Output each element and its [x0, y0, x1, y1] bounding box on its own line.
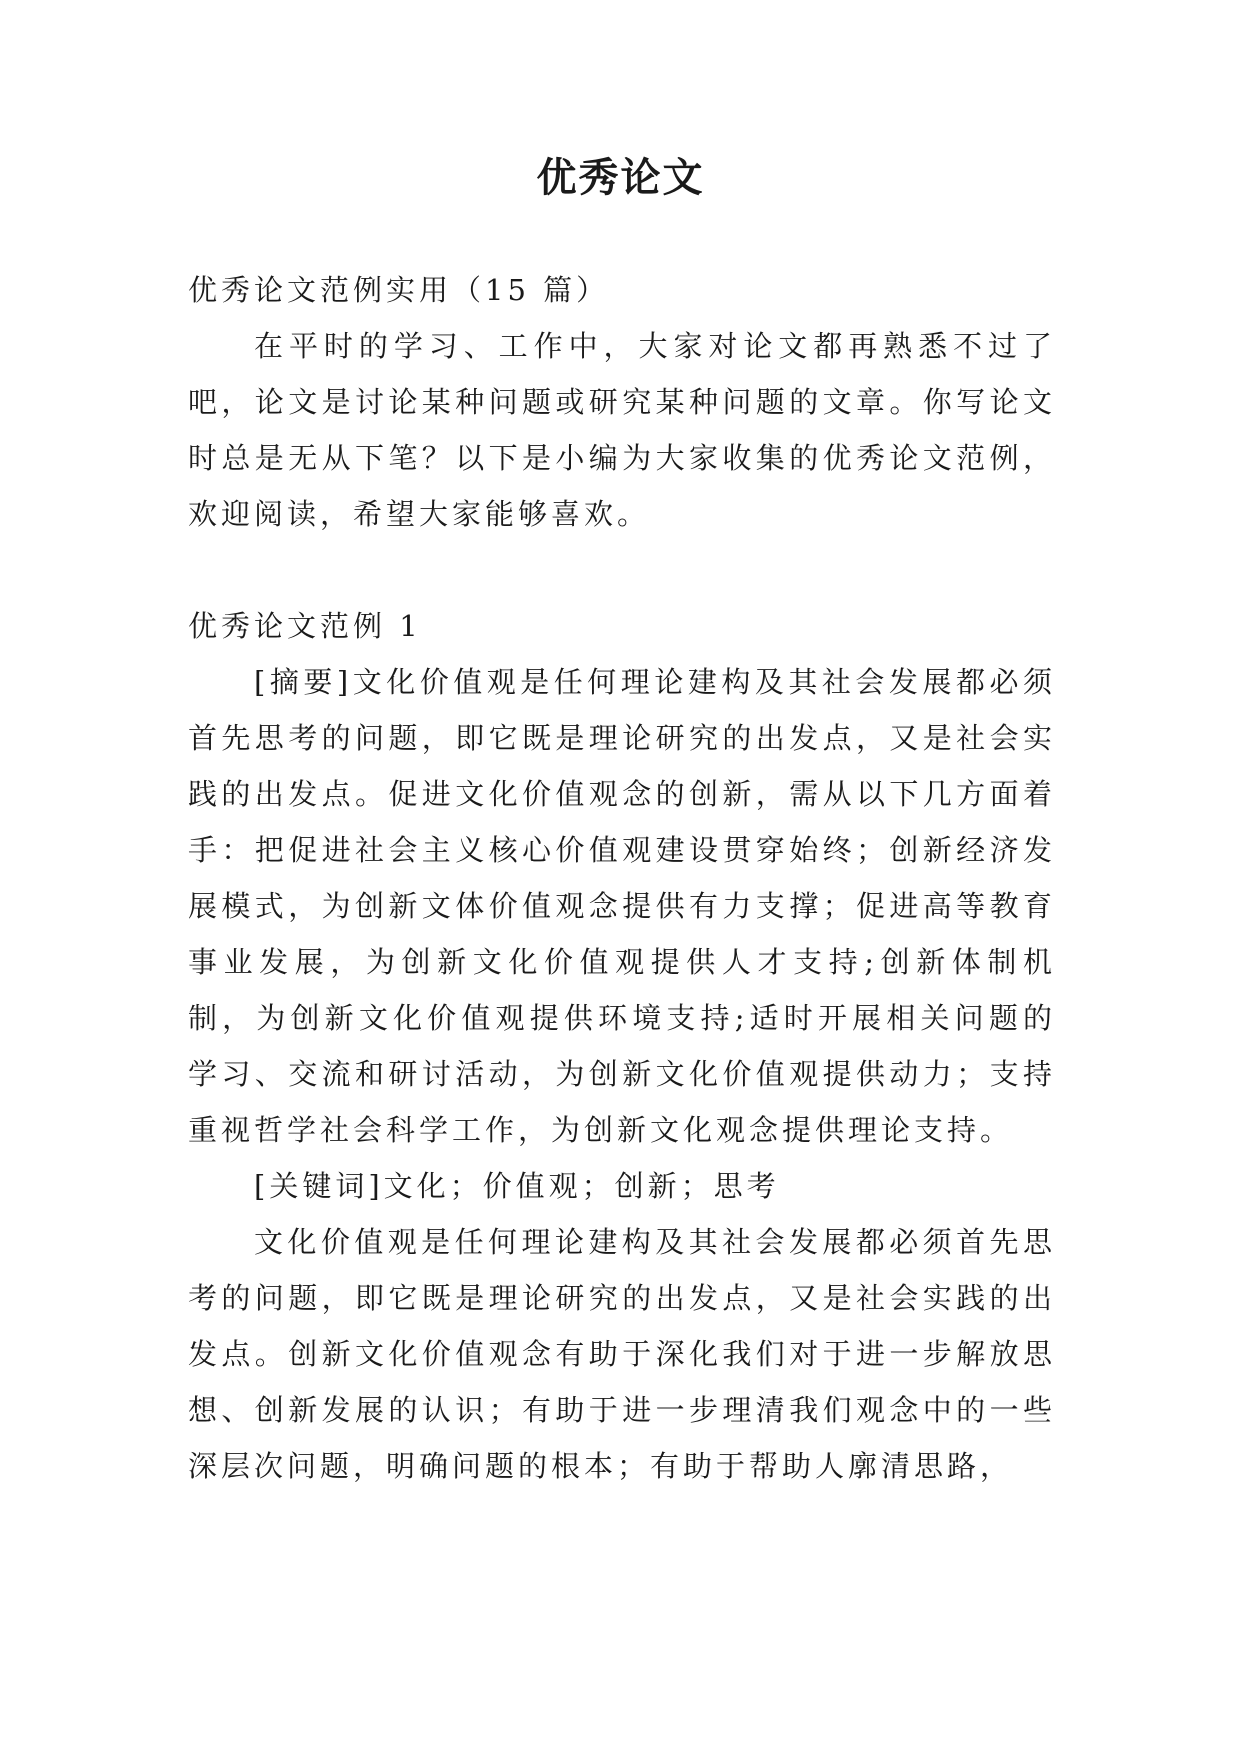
intro-paragraph: 在平时的学习、工作中，大家对论文都再熟悉不过了吧，论文是讨论某种问题或研究某种问题的文章。你写论文时总是无从下笔？以下是小编为大家收集的优秀论文范例，欢迎阅读，希望大家能够喜欢。 [188, 329, 1056, 531]
document-body [188, 262, 1056, 1494]
document-title: 优秀论文 [536, 154, 705, 201]
body-paragraph: 文化价值观是任何理论建构及其社会发展都必须首先思考的问题，即它既是理论研究的出发点，又是社会实践的出发点。创新文化价值观念有助于深化我们对于进一步解放思想、创新发展的认识；有助于进一步理清我们观念中的一些深层次问题，明确问题的根本；有助于帮助人廓清思路， [188, 1225, 1056, 1483]
abstract-paragraph: [摘要]文化价值观是任何理论建构及其社会发展都必须首先思考的问题，即它既是理论研究的出发点，又是社会实践的出发点。促进文化价值观念的创新，需从以下几方面着手：把促进社会主义核心价值观建设贯穿始终；创新经济发展模式，为创新文体价值观念提供有力支撑；促进高等教育事业发展，为创新文化价值观提供人才支持;创新体制机制，为创新文化价值观提供环境支持;适时开展相关问题的学习、交流和研讨活动，为创新文化价值观提供动力；支持重视哲学社会科学工作，为创新文化观念提供理论支持。 [188, 665, 1056, 1147]
subtitle: 优秀论文范例实用（15 篇） [188, 273, 610, 307]
paragraph-gap [188, 542, 1056, 598]
keywords-line: [关键词]文化；价值观；创新；思考 [254, 1169, 780, 1203]
section-heading: 优秀论文范例 1 [188, 609, 422, 643]
